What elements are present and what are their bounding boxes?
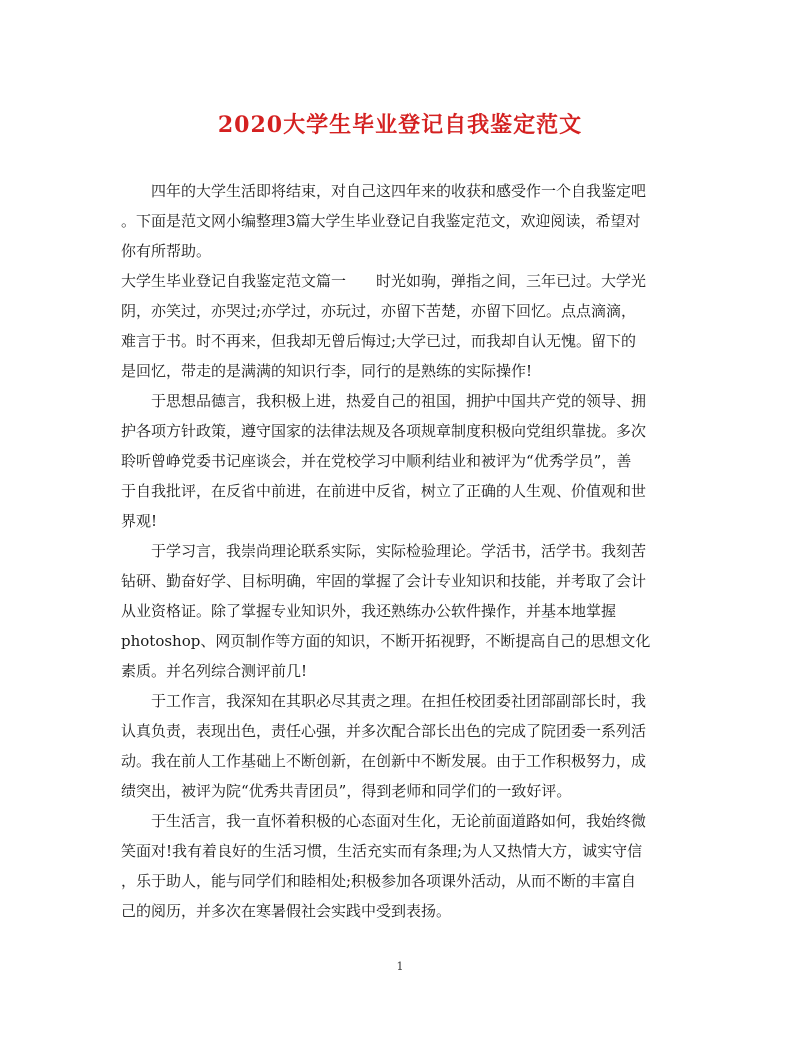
text-line: 于生活言，我一直怀着积极的心态面对生化，无论前面道路如何，我始终微: [121, 812, 647, 830]
text-line: 于思想品德言，我积极上进，热爱自己的祖国，拥护中国共产党的领导、拥: [121, 392, 647, 410]
text-line: 绩突出，被评为院“优秀共青团员”，得到老师和同学们的一致好评。: [121, 782, 572, 800]
text-line: 己的阅历，并多次在寒暑假社会实践中受到表扬。: [121, 902, 452, 920]
text-line: 于自我批评，在反省中前进，在前进中反省，树立了正确的人生观、价值观和世: [121, 482, 647, 500]
text-line: 。下面是范文网小编整理3篇大学生毕业登记自我鉴定范文，欢迎阅读，希望对: [121, 212, 641, 230]
text-line: 动。我在前人工作基础上不断创新，在创新中不断发展。由于工作积极努力，成: [121, 752, 647, 770]
text-line: 钻研、勤奋好学、目标明确，牢固的掌握了会计专业知识和技能，并考取了会计: [121, 572, 647, 590]
text-line: 护各项方针政策，遵守国家的法律法规及各项规章制度积极向党组织靠拢。多次: [121, 422, 647, 440]
text-line: 大学生毕业登记自我鉴定范文篇一 时光如驹，弹指之间，三年已过。大学光: [121, 272, 647, 290]
text-line: 从业资格证。除了掌握专业知识外，我还熟练办公软件操作，并基本地掌握: [121, 602, 617, 620]
text-line: 是回忆，带走的是满满的知识行李，同行的是熟练的实际操作!: [121, 362, 533, 380]
text-line: ，乐于助人，能与同学们和睦相处;积极参加各项课外活动，从而不断的丰富自: [121, 872, 637, 890]
text-line: 难言于书。时不再来，但我却无曾后悔过;大学已过，而我却自认无愧。留下的: [121, 332, 637, 350]
document-title: 2020大学生毕业登记自我鉴定范文: [217, 112, 583, 138]
text-line: 阴，亦笑过，亦哭过;亦学过，亦玩过，亦留下苦楚，亦留下回忆。点点滴滴，: [121, 302, 637, 320]
page-number: 1: [396, 960, 404, 973]
text-line: 素质。并名列综合测评前几!: [121, 662, 308, 680]
text-line: 你有所帮助。: [121, 242, 212, 260]
text-line: 于学习言，我崇尚理论联系实际，实际检验理论。学活书，活学书。我刻苦: [121, 542, 647, 560]
text-line: 四年的大学生活即将结束，对自己这四年来的收获和感受作一个自我鉴定吧: [121, 182, 647, 200]
text-line: 于工作言，我深知在其职必尽其责之理。在担任校团委社团部副部长时，我: [121, 692, 647, 710]
text-line: 认真负责，表现出色，责任心强，并多次配合部长出色的完成了院团委一系列活: [121, 722, 647, 740]
text-line: 笑面对!我有着良好的生活习惯，生活充实而有条理;为人又热情大方，诚实守信: [121, 842, 643, 860]
document-body: [121, 176, 681, 926]
text-line: 界观!: [121, 512, 158, 530]
text-line: photoshop、网页制作等方面的知识，不断开拓视野，不断提高自己的思想文化: [121, 632, 651, 650]
text-line: 聆听曾峥党委书记座谈会，并在党校学习中顺利结业和被评为“优秀学员”，善: [121, 452, 632, 470]
